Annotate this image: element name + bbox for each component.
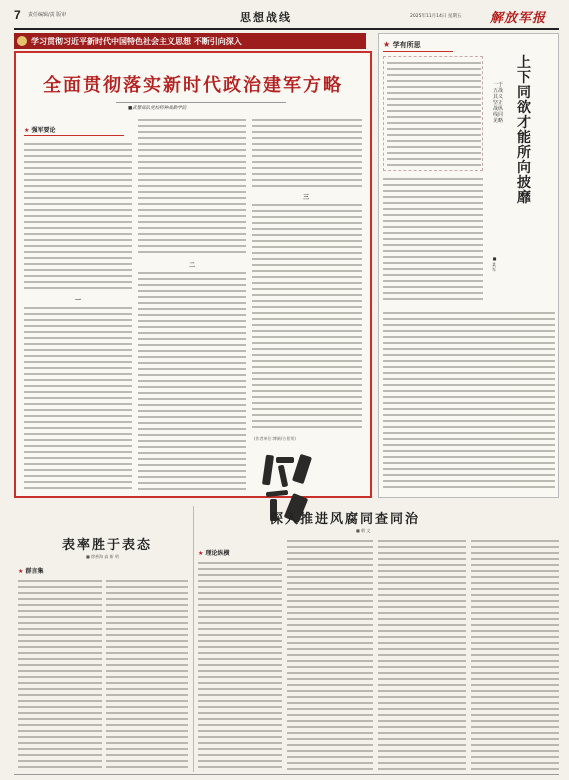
star-icon: ★ bbox=[24, 127, 30, 134]
sidebar-article bbox=[378, 33, 559, 498]
body-column-1a bbox=[24, 141, 132, 293]
footer-divider bbox=[14, 774, 559, 775]
section-marker-3: 三 bbox=[302, 194, 309, 201]
sidebar-head-divider bbox=[383, 51, 453, 52]
banner-text: 学习贯彻习近平新时代中国特色社会主义思想 不断引向深入 bbox=[31, 37, 242, 46]
editor-meta: 责任编辑/责 版审 bbox=[28, 12, 67, 18]
illustration-credit: (作者单位:博新/方景荣) bbox=[254, 436, 296, 441]
bottom-left-article bbox=[14, 506, 190, 772]
bottom-left-subhead-label: 群言集 bbox=[25, 568, 44, 575]
page-header bbox=[14, 8, 559, 28]
bottom-right-title: 深入推进风腐同查同治 bbox=[270, 512, 421, 527]
theme-banner bbox=[14, 33, 366, 49]
subhead-divider bbox=[24, 135, 124, 136]
body-column-3a bbox=[252, 117, 362, 189]
bottom-right-column-4 bbox=[471, 538, 559, 770]
bottom-right-byline: ■ 朝 文 bbox=[356, 528, 371, 533]
bottom-left-column-2 bbox=[106, 578, 188, 768]
article-title: 全面贯彻落实新时代政治建军方略 bbox=[43, 75, 343, 96]
bottom-left-subhead bbox=[18, 566, 44, 575]
bottom-left-column-1 bbox=[18, 578, 102, 768]
byline-divider bbox=[116, 102, 286, 103]
body-column-3b bbox=[252, 202, 362, 430]
emblem-icon bbox=[17, 36, 27, 46]
sidebar-head-label: 学有所思 bbox=[392, 41, 421, 49]
page-number: 7 bbox=[14, 8, 21, 22]
sidebar-title: 上下同欲才能所向披靡 bbox=[517, 55, 531, 206]
body-column-1b bbox=[24, 305, 132, 493]
bottom-right-subhead bbox=[198, 548, 230, 557]
bottom-right-column-2 bbox=[287, 538, 373, 770]
star-icon: ★ bbox=[18, 568, 24, 575]
bottom-left-byline: ■ 徐善海 高 新 明 bbox=[86, 554, 119, 559]
bottom-right-subhead-label: 理论纵横 bbox=[205, 550, 230, 557]
sidebar-subtitle: 一于五战其义坚正战纵线同见略 bbox=[493, 82, 504, 124]
issue-date: 2025年11月14日 星期五 bbox=[410, 14, 462, 19]
bottom-right-column-1 bbox=[198, 560, 282, 770]
section-marker-1: 一 bbox=[74, 297, 81, 304]
sidebar-body-1 bbox=[383, 176, 483, 302]
star-icon: ★ bbox=[198, 550, 204, 557]
bottom-left-title: 表率胜于表态 bbox=[62, 538, 153, 553]
main-article bbox=[14, 51, 372, 498]
sidebar-head bbox=[383, 40, 421, 50]
sidebar-intro-box bbox=[383, 56, 483, 171]
section-marker-2: 二 bbox=[188, 262, 195, 269]
section-title: 思想战线 bbox=[240, 11, 292, 24]
sidebar-body-2 bbox=[383, 310, 555, 492]
bottom-right-column-3 bbox=[378, 538, 466, 770]
masthead-logo: 解放军报 bbox=[490, 11, 547, 26]
column-divider bbox=[193, 506, 194, 772]
header-divider bbox=[14, 28, 559, 30]
subhead-label: 强军要论 bbox=[31, 127, 56, 134]
article-subhead bbox=[24, 125, 56, 134]
article-byline: ■武警部队党校特种战勤学院 bbox=[128, 106, 187, 111]
body-column-2b bbox=[138, 270, 246, 492]
body-column-2a bbox=[138, 117, 246, 257]
star-icon: ★ bbox=[383, 40, 391, 49]
sidebar-author: ■ 某 军 bbox=[492, 256, 497, 272]
